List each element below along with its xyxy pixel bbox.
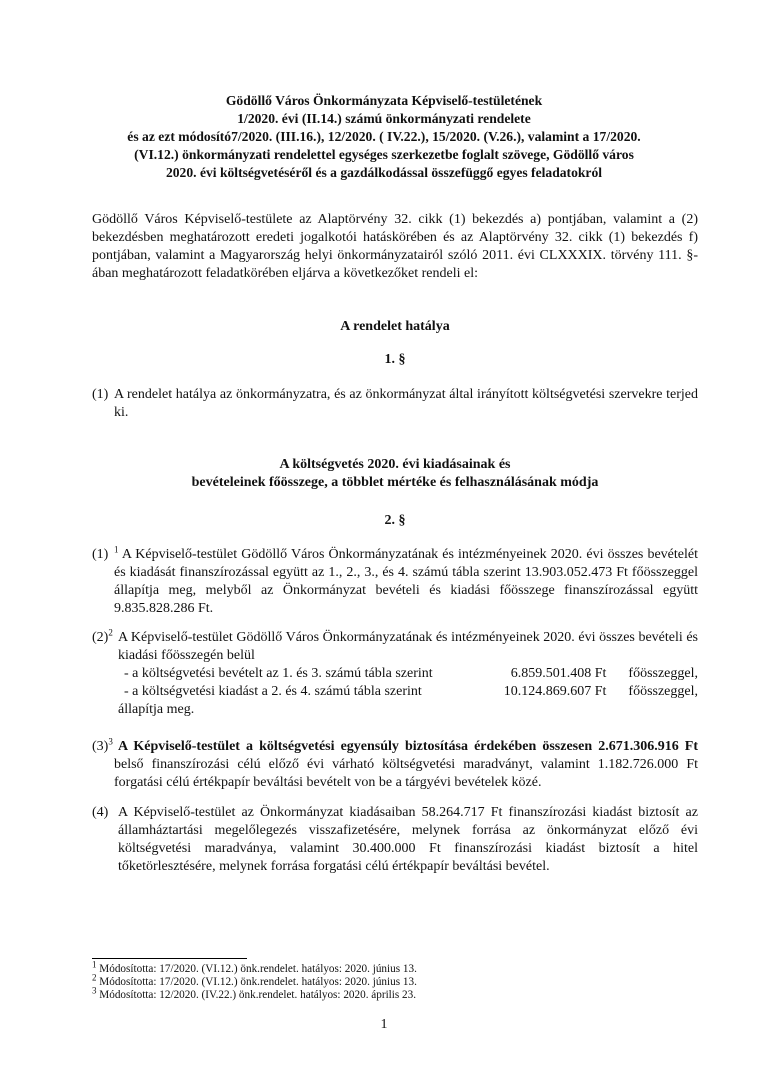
- footnote: $^1$ Módosította: 17/2020. (VI.12.) önk.rendelet. hatályos: 2020. június 13.: [92, 959, 417, 975]
- item-number: $(3)^3$: [92, 736, 113, 754]
- title-line: 2020. évi költségvetéséről és a gazdálkodással összefüggő egyes feladatokról: [165, 165, 603, 180]
- item-number: (1): [92, 387, 109, 402]
- footnote-separator: [92, 958, 247, 959]
- footnote-ref[interactable]: 3: [108, 736, 113, 747]
- section-heading: A költségvetés 2020. évi kiadásainak és: [279, 457, 511, 472]
- section2-item-1: [92, 546, 698, 618]
- item-text: A Képviselő-testület a költségvetési egyensúly biztosítása érdekében összesen 2.671.306.916 Ft belső finanszírozási célú előző évi várható költségvetési maradványt, valamint 1.182.726.000 Ft forgatási célú értékpapír beváltási bevételt von be a tárgyévi bevételek közé.: [114, 739, 698, 790]
- section1-item-1: [92, 386, 698, 422]
- item-number: (1): [92, 547, 109, 562]
- title-line: és az ezt módosító7/2020. (III.16.), 12/2020. ( IV.22.), 15/2020. (V.26.), valamint a 17/2020.: [127, 129, 641, 144]
- footnote: $^2$ Módosította: 17/2020. (VI.12.) önk.rendelet. hatályos: 2020. június 13.: [92, 972, 417, 989]
- item-number: (4): [92, 805, 109, 820]
- amount-row: - a költségvetési bevételt az 1. és 3. számú tábla szerint 6.859.501.408 Ft főösszeggel,: [124, 666, 698, 681]
- section2-item-3: [92, 738, 698, 792]
- item-text: A Képviselő-testület az Önkormányzat kiadásaiban 58.264.717 Ft finanszírozási kiadást biztosít az államháztartási megelőlegezés visszafizetésére, melynek forrása az önkormányzat előző évi költségvetési maradványa, valamint 30.400.000 Ft finanszírozási kiadást biztosít a hitel tőketörlesztésére, melynek forrása forgatási célú értékpapír beváltási bevétel.: [118, 805, 698, 874]
- title-line: Gödöllő Város Önkormányzata Képviselő-testületének: [225, 93, 543, 108]
- footnotes: [92, 959, 692, 1003]
- title-line: 1/2020. évi (II.14.) számú önkormányzati rendelete: [237, 111, 531, 126]
- footnote: $^3$ Módosította: 12/2020. (IV.22.) önk.rendelet. hatályos: 2020. április 23.: [92, 985, 417, 1002]
- section-heading: A rendelet hatálya: [340, 319, 450, 334]
- item-number: $(2)^2$: [92, 627, 113, 645]
- footnote-ref[interactable]: 1: [114, 544, 119, 555]
- page-number: 1: [380, 1017, 388, 1032]
- item-text: A rendelet hatálya az önkormányzatra, és az önkormányzat által irányított költségvetési szervekre terjed ki.: [114, 387, 698, 420]
- section2-item-4: [92, 804, 698, 876]
- paragraph-mark: 1. §: [384, 352, 406, 367]
- item-text: $^1$ A Képviselő-testület Gödöllő Város Önkormányzatának és intézményeinek 2020. évi összes bevételét és kiadását finanszírozással együtt az 1., 2., 3., és 4. számú tábla szerint 13.903.052.473 Ft főösszeggel állapítja meg, melyből az Önkormányzat bevételi és kiadási főösszege finanszírozással együtt 9.835.828.286 Ft.: [114, 544, 698, 616]
- item-text: A Képviselő-testület Gödöllő Város Önkormányzatának és intézményeinek 2020. évi összes bevételi és kiadási főösszegén belül - a költségvetési bevételt az 1. és 3. számú tábla szerint 6.859.501.408 Ft főösszeggel, - a költségvetési kiadást a 2. és 4. számú tábla szerint 10.124.869.607 Ft főösszeggel, állapítja meg.: [114, 629, 698, 719]
- section2-item-2: [92, 629, 698, 719]
- amount-row: - a költségvetési kiadást a 2. és 4. számú tábla szerint 10.124.869.607 Ft főösszeggel,: [124, 684, 698, 699]
- preamble: Gödöllő Város Képviselő-testülete az Alaptörvény 32. cikk (1) bekezdés a) pontjában, valamint a (2) bekezdésben meghatározott eredeti jogalkotói hatáskörében és az Alaptörvény 32. cikk (1) bekezdés f) pontjában, valamint a Magyarország helyi önkormányzatairól szóló 2011. évi CLXXXIX. törvény 111. §-ában meghatározott feladatkörében eljárva a következőket rendeli el:: [92, 212, 698, 281]
- paragraph-mark: 2. §: [384, 513, 406, 528]
- section-heading: bevételeinek főösszege, a többlet mértéke és felhasználásának módja: [191, 475, 599, 490]
- footnote-ref[interactable]: 2: [108, 627, 113, 638]
- title-line: (VI.12.) önkormányzati rendelettel egységes szerkezetbe foglalt szövege, Gödöllő város: [134, 147, 634, 162]
- document-title: [86, 92, 682, 182]
